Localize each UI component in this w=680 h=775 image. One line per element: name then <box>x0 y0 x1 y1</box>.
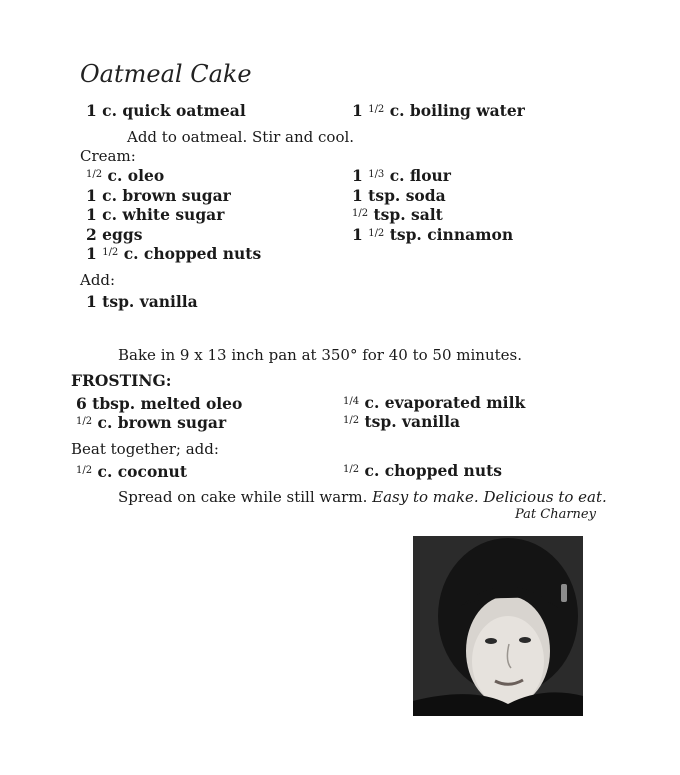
author-photo <box>413 536 583 716</box>
ingredient-row: $^{1/2}$ tsp. salt <box>352 205 443 224</box>
ingredient-row: 1 tsp. soda <box>352 186 446 205</box>
bake-instruction: Bake in 9 x 13 inch pan at 350° for 40 to 50 minutes. <box>118 346 522 364</box>
ingredient-vanilla: 1 tsp. vanilla <box>86 292 198 311</box>
ingredient-row: 2 eggs <box>86 225 143 244</box>
author-signature: Pat Charney <box>515 507 596 522</box>
instruction-stir: Add to oatmeal. Stir and cool. <box>127 128 355 146</box>
ingredient-oatmeal: 1 c. quick oatmeal <box>86 101 246 120</box>
ingredient-row: $^{1/2}$ c. oleo <box>86 166 165 185</box>
ingredient-row: $^{1/2}$ tsp. vanilla <box>343 412 461 431</box>
ingredient-row: 6 tbsp. melted oleo <box>76 394 243 413</box>
beat-instruction: Beat together; add: <box>71 440 219 458</box>
ingredient-row: 1 $^{1/3}$ c. flour <box>352 166 451 185</box>
ingredient-row: 1 $^{1/2}$ tsp. cinnamon <box>352 225 514 244</box>
spread-instruction: Spread on cake while still warm. Easy to make. Delicious to eat. <box>118 488 607 506</box>
ingredient-row: 1 c. white sugar <box>86 205 225 224</box>
ingredient-boiling-water: 1 $^{1/2}$ c. boiling water <box>352 101 525 120</box>
cream-label: Cream: <box>80 147 136 165</box>
portrait-image <box>413 536 583 716</box>
ingredient-row: 1 $^{1/2}$ c. chopped nuts <box>86 244 262 263</box>
ingredient-row: $^{1/4}$ c. evaporated milk <box>343 393 526 412</box>
ingredient-row: 1 c. brown sugar <box>86 186 231 205</box>
frosting-heading: FROSTING: <box>71 371 172 390</box>
recipe-title: Oatmeal Cake <box>80 60 252 88</box>
add-label: Add: <box>80 271 116 289</box>
ingredient-chopped-nuts: $^{1/2}$ c. chopped nuts <box>343 461 502 480</box>
ingredient-coconut: $^{1/2}$ c. coconut <box>76 462 187 481</box>
ingredient-row: $^{1/2}$ c. brown sugar <box>76 413 227 432</box>
